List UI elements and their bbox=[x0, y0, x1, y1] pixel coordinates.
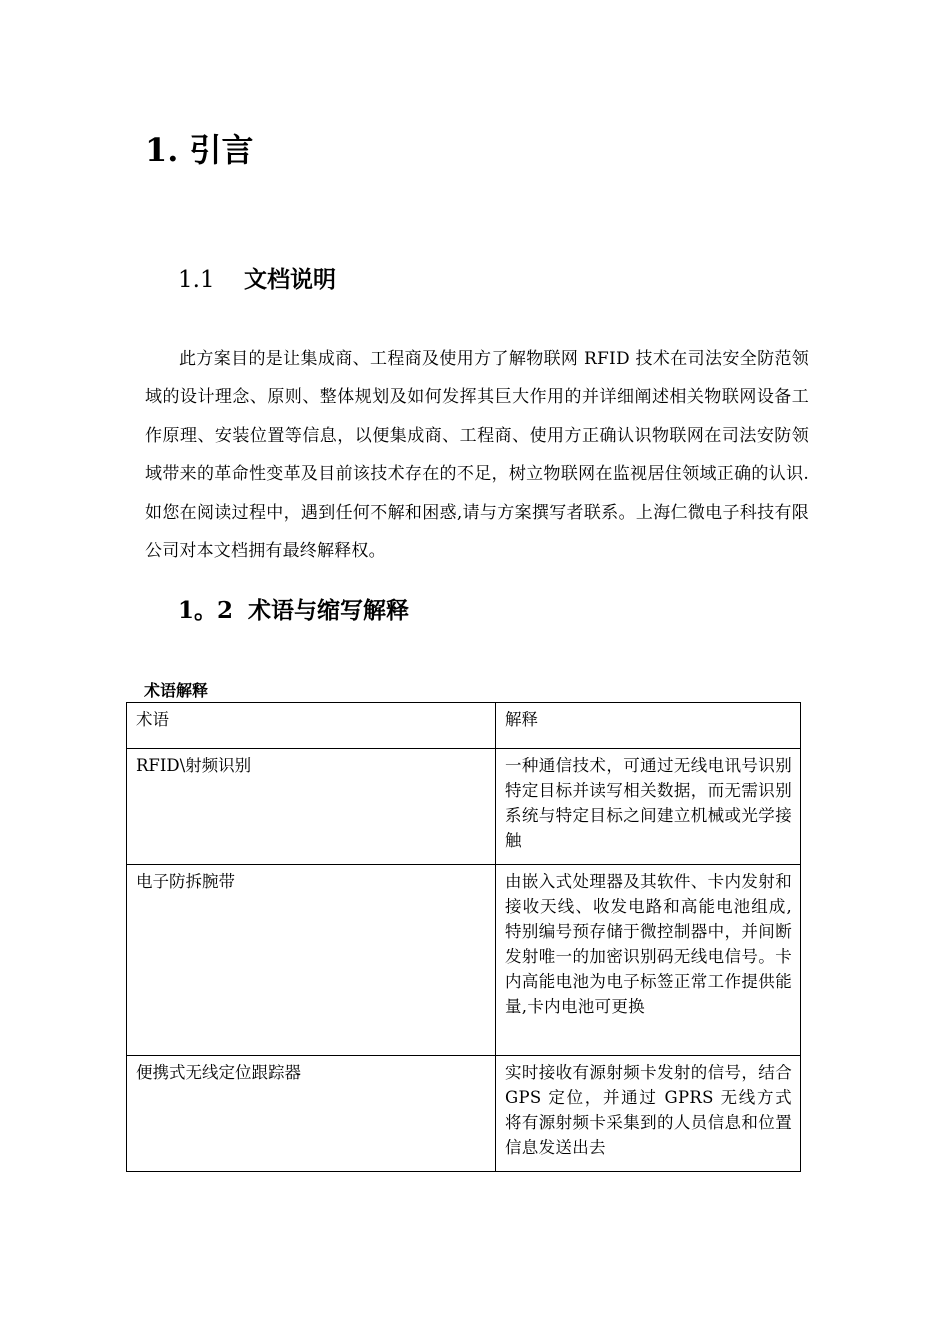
table-header-row bbox=[127, 703, 801, 749]
definition-cell: 一种通信技术，可通过无线电讯号识别特定目标并读写相关数据，而无需识别系统与特定目标之间建立机械或光学接触 bbox=[496, 749, 801, 865]
section-title: 文档说明 bbox=[244, 266, 336, 293]
table-caption: 术语解释 bbox=[144, 681, 209, 700]
definition-cell: 实时接收有源射频卡发射的信号，结合 GPS 定位，并通过 GPRS 无线方式将有源射频卡采集到的人员信息和位置信息发送出去 bbox=[496, 1056, 801, 1172]
term-cell: 便携式无线定位跟踪器 bbox=[127, 1056, 496, 1172]
table-row bbox=[127, 1056, 801, 1172]
section-heading-document-description bbox=[178, 264, 336, 296]
header-cell-definition: 解释 bbox=[496, 703, 801, 749]
header-cell-term: 术语 bbox=[127, 703, 496, 749]
body-paragraph: 此方案目的是让集成商、工程商及使用方了解物联网 RFID 技术在司法安全防范领域的设计理念、原则、整体规划及如何发挥其巨大作用的并详细阐述相关物联网设备工作原理、安装位置等信息，以便集成商、工程商、使用方正确认识物联网在司法安防领域带来的革命性变革及目前该技术存在的不足，树立物联网在监视居住领域正确的认识.如您在阅读过程中，遇到任何不解和困惑,请与方案撰写者联系。上海仁微电子科技有限公司对本文档拥有最终解释权。 bbox=[145, 349, 809, 562]
definition-cell: 由嵌入式处理器及其软件、卡内发射和接收天线、收发电路和高能电池组成,特别编号预存储于微控制器中，并间断发射唯一的加密识别码无线电信号。卡内高能电池为电子标签正常工作提供能量,卡内电池可更换 bbox=[496, 865, 801, 1056]
section-number: 1.1 bbox=[178, 267, 215, 293]
section-number: 1。2 bbox=[178, 597, 234, 624]
term-cell: 电子防拆腕带 bbox=[127, 865, 496, 1056]
terminology-table bbox=[126, 702, 801, 1172]
section-heading-terminology bbox=[178, 595, 409, 627]
table-row bbox=[127, 865, 801, 1056]
chapter-heading: 1. 引言 bbox=[145, 131, 254, 169]
section-title: 术语与缩写解释 bbox=[248, 597, 409, 624]
term-cell: RFID\射频识别 bbox=[127, 749, 496, 865]
table-row bbox=[127, 749, 801, 865]
